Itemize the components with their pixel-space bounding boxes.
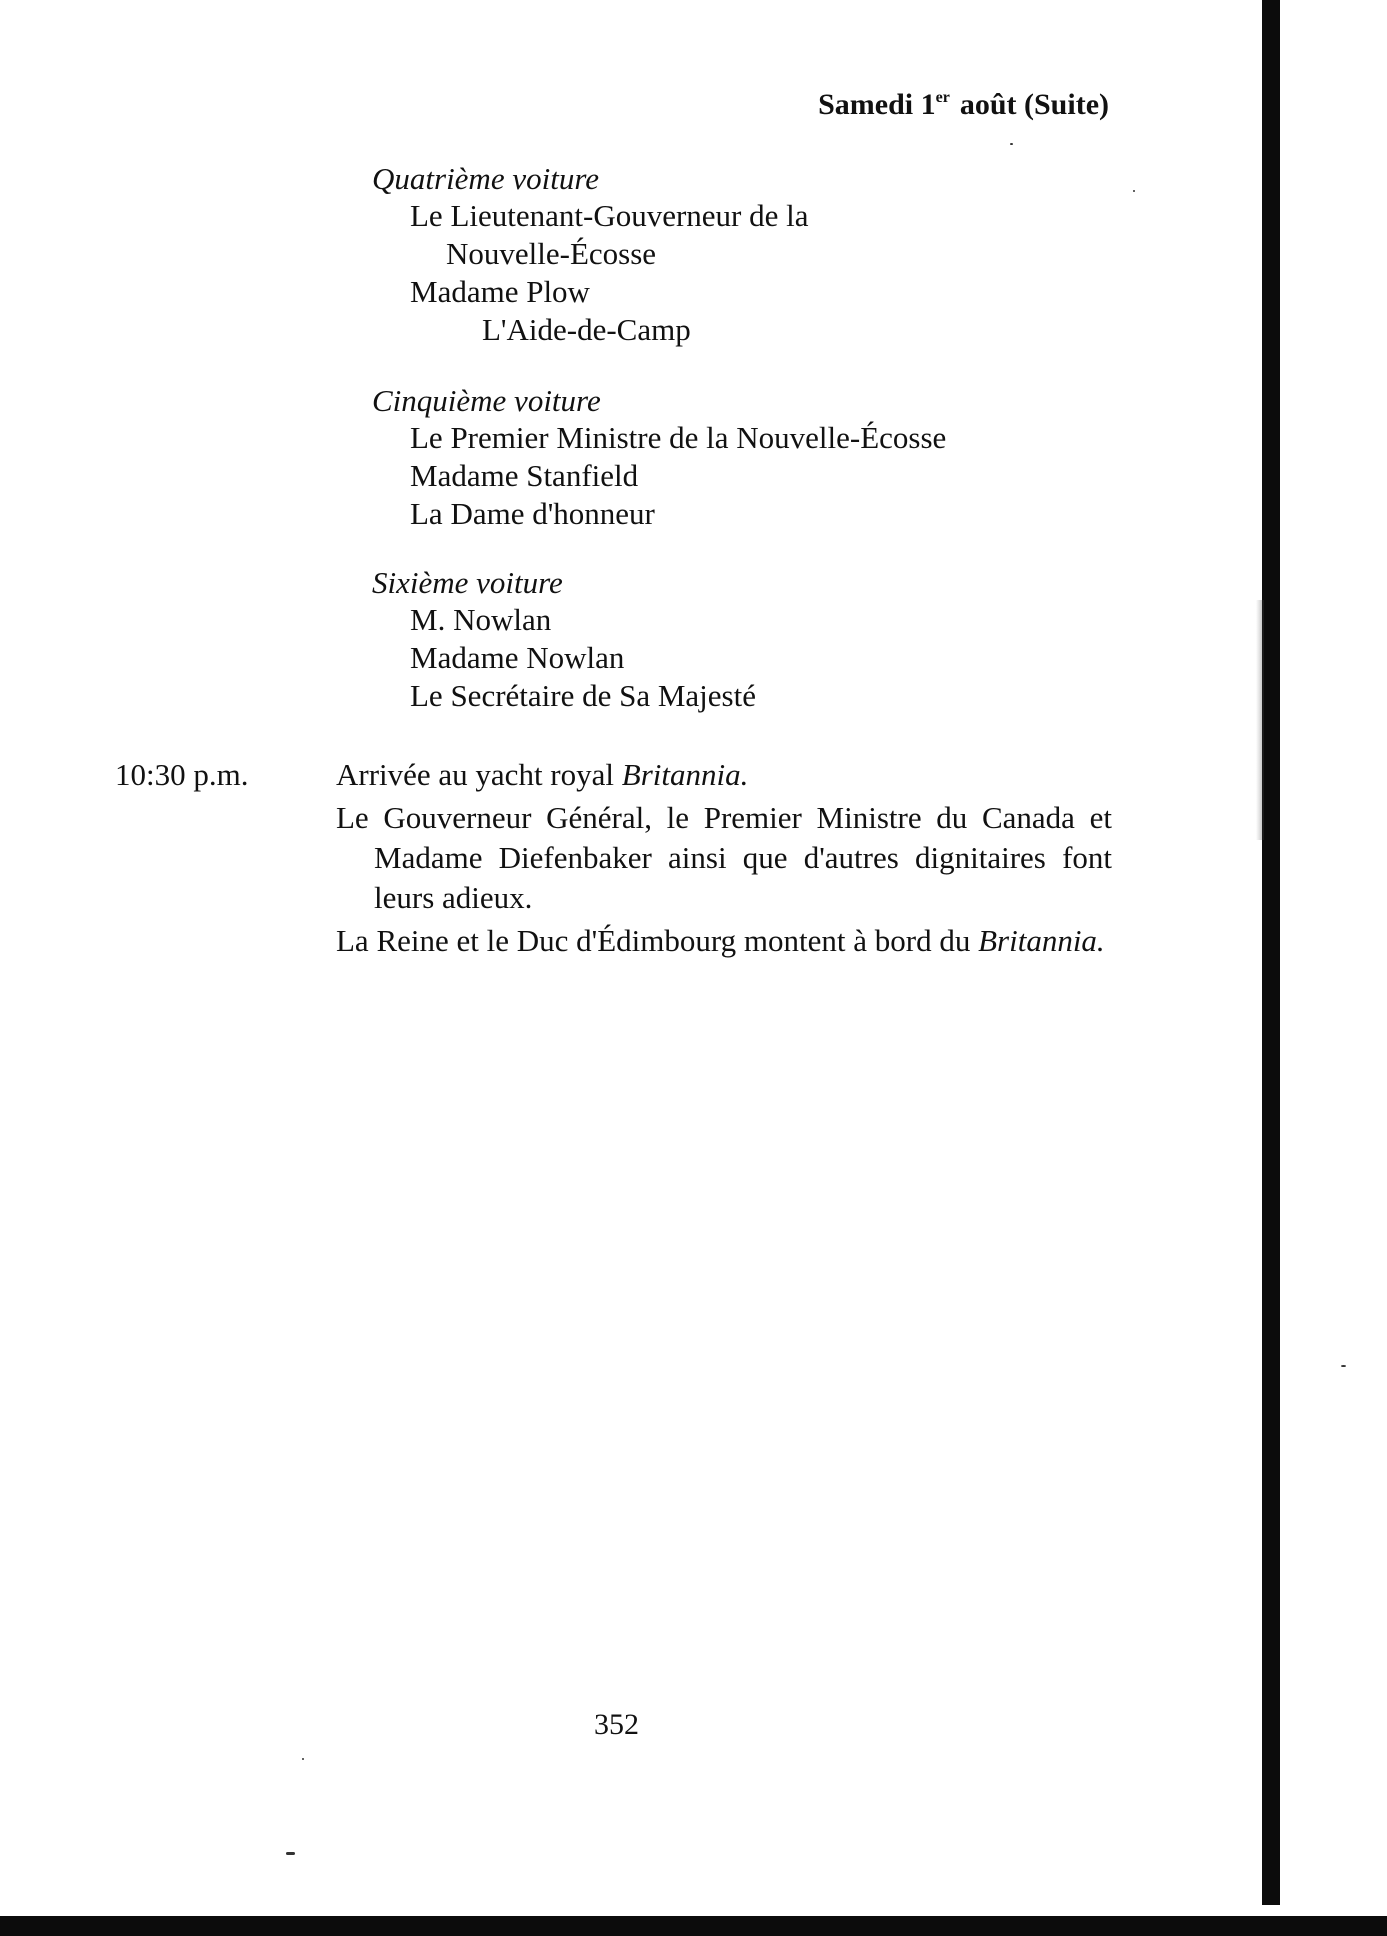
boarding-ship-name: Britannia.: [978, 923, 1105, 958]
passenger-line: Le Lieutenant-Gouverneur de la: [410, 198, 809, 233]
car-group-6: [372, 564, 756, 715]
scan-right-edge: [1262, 0, 1280, 1905]
boarding-text: La Reine et le Duc d'Édimbourg montent à bord du: [336, 923, 979, 958]
arrival-text: Arrivée au yacht royal: [336, 757, 622, 792]
header-month-suite: août (Suite): [959, 88, 1109, 121]
page-number: 352: [594, 1708, 639, 1741]
scan-speck: [1010, 143, 1013, 145]
car-title: Quatrième voiture: [372, 161, 599, 196]
boarding-paragraph: [336, 921, 1112, 961]
scan-speck: [286, 1852, 295, 1855]
scan-speck: [1341, 1365, 1346, 1367]
passenger-line: Le Secrétaire de Sa Majesté: [410, 678, 756, 713]
passenger-line: Madame Stanfield: [410, 458, 639, 493]
passenger-line: Nouvelle-Écosse: [446, 236, 657, 271]
header-day: Samedi: [818, 88, 914, 121]
header-date-number: 1: [920, 88, 936, 121]
header-date-suffix: er: [935, 89, 950, 106]
passenger-line: Le Premier Ministre de la Nouvelle-Écosse: [410, 420, 947, 455]
car-group-5: [372, 382, 946, 533]
arrival-paragraph: [336, 755, 1112, 795]
car-title: Sixième voiture: [372, 565, 563, 600]
passenger-line: L'Aide-de-Camp: [482, 312, 691, 347]
scan-speck: [302, 1758, 304, 1760]
passenger-line: Madame Nowlan: [410, 640, 625, 675]
car-title: Cinquième voiture: [372, 383, 601, 418]
scan-speck: [1133, 190, 1135, 192]
arrival-ship-name: Britannia.: [621, 757, 749, 792]
scan-edge-shadow: [1256, 600, 1264, 840]
passenger-line: Madame Plow: [410, 274, 590, 309]
scan-bottom-edge: [0, 1916, 1387, 1936]
running-header: [818, 88, 1109, 122]
farewell-paragraph: Le Gouverneur Général, le Premier Ministre du Canada et Madame Diefenbaker ainsi que d'autres dignitaires font leurs adieux.: [336, 800, 1112, 915]
passenger-line: M. Nowlan: [410, 602, 552, 637]
event-description: [336, 755, 1112, 964]
event-time: 10:30 p.m.: [115, 757, 249, 792]
passenger-line: La Dame d'honneur: [410, 496, 655, 531]
car-group-4: [372, 160, 809, 349]
